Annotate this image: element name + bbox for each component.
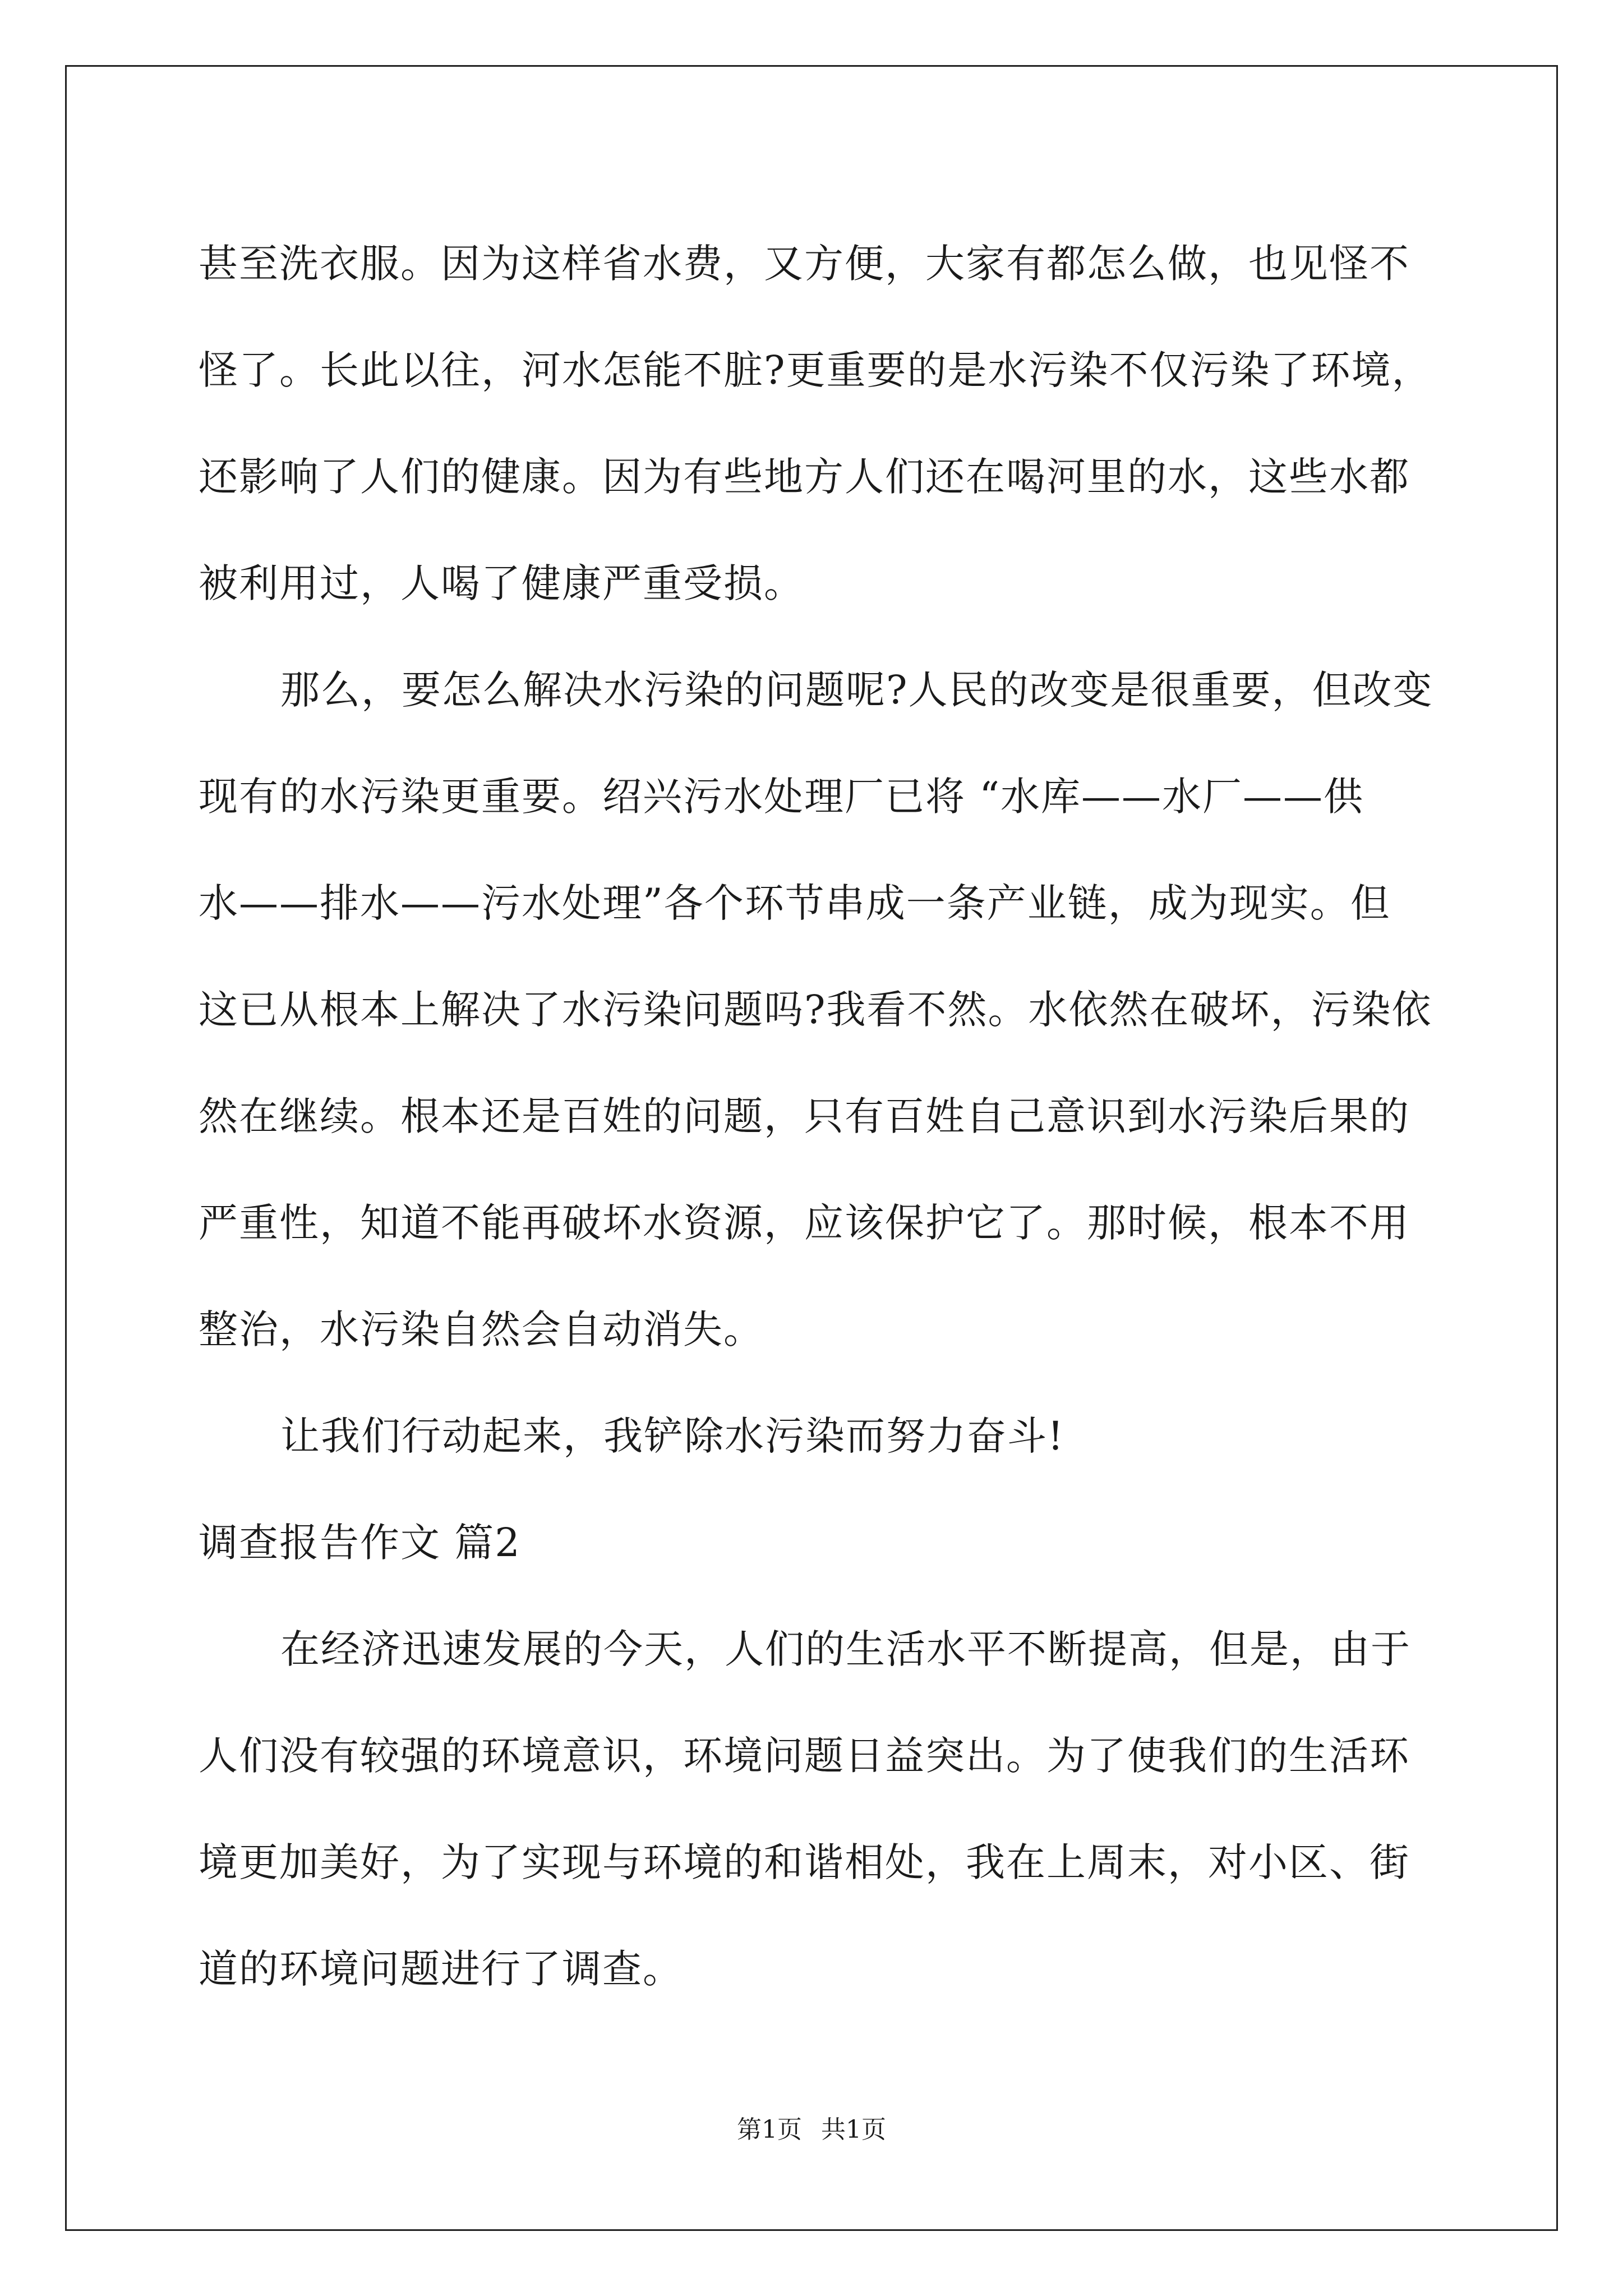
- text-line: 怪了。长此以往，河水怎能不脏?更重要的是水污染不仅污染了环境，: [199, 347, 1432, 393]
- document-body: [199, 210, 1432, 2022]
- text-line: 整治，水污染自然会自动消失。: [199, 1306, 764, 1352]
- text-line: 道的环境问题进行了调查。: [199, 1946, 683, 1992]
- page-number: 第1页: [737, 2115, 802, 2144]
- page-footer: [0, 2109, 1623, 2145]
- page-total: 共1页: [821, 2115, 886, 2144]
- text-line: 严重性，知道不能再破坏水资源，应该保护它了。那时候，根本不用: [199, 1200, 1410, 1246]
- paragraph-start-line: 在经济迅速发展的今天，人们的生活水平不断提高，但是，由于: [280, 1626, 1411, 1672]
- section-heading: 调查报告作文 篇2: [199, 1520, 521, 1566]
- paragraph-start-line: 让我们行动起来，我铲除水污染而努力奋斗!: [280, 1413, 1065, 1459]
- text-line: 还影响了人们的健康。因为有些地方人们还在喝河里的水，这些水都: [199, 454, 1410, 500]
- text-line: 现有的水污染更重要。绍兴污水处理厂已将 “水库——水厂——供: [199, 774, 1364, 820]
- paragraph-start-line: 那么，要怎么解决水污染的问题呢?人民的改变是很重要，但改变: [280, 667, 1433, 713]
- text-line: 水——排水——污水处理”各个环节串成一条产业链，成为现实。但: [199, 880, 1391, 926]
- text-line: 这已从根本上解决了水污染问题吗?我看不然。水依然在破坏，污染依: [199, 987, 1432, 1033]
- text-line: 被利用过，人喝了健康严重受损。: [199, 560, 804, 606]
- text-line: 人们没有较强的环境意识，环境问题日益突出。为了使我们的生活环: [199, 1733, 1410, 1779]
- text-line: 然在继续。根本还是百姓的问题，只有百姓自己意识到水污染后果的: [199, 1093, 1410, 1139]
- text-line: 境更加美好，为了实现与环境的和谐相处，我在上周末，对小区、街: [199, 1839, 1410, 1885]
- text-line: 甚至洗衣服。因为这样省水费，又方便，大家有都怎么做，也见怪不: [199, 241, 1410, 287]
